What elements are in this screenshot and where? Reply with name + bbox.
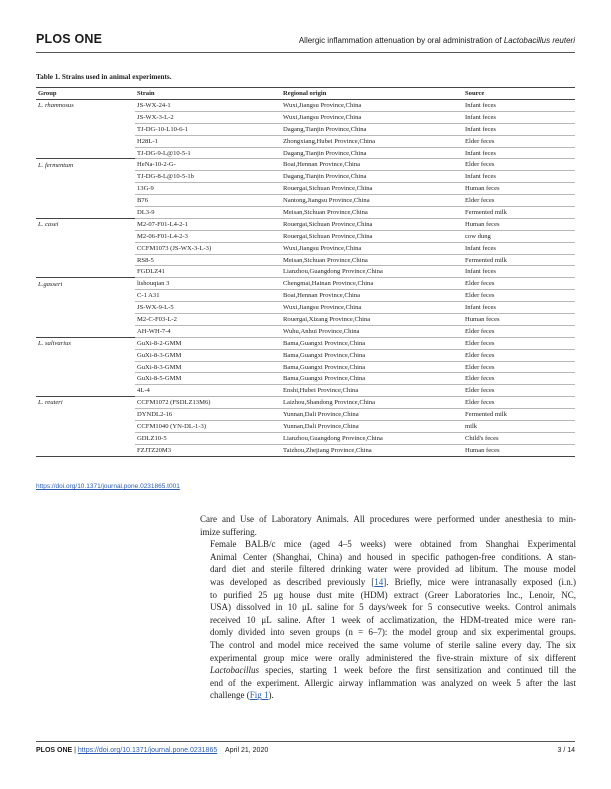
table-row xyxy=(36,337,575,349)
cell-group xyxy=(36,242,135,254)
cell-strain: RS8-5 xyxy=(135,254,281,266)
running-title-species: Lactobacillus reuteri xyxy=(503,36,575,45)
table-row xyxy=(36,278,575,290)
cell-strain: DL3-9 xyxy=(135,207,281,219)
column-header-group: Group xyxy=(36,88,135,100)
text-line: Animal Center (Shanghai, China) and housed in specific pathogen-free conditions. A stan- xyxy=(210,551,576,562)
text-line: dard diet and sterile filtered drinking water were provided ad libitum. The mouse model xyxy=(210,564,576,575)
cell-group xyxy=(36,314,135,326)
cell-strain: C-1 A31 xyxy=(135,290,281,302)
cell-group xyxy=(36,325,135,337)
cell-regional-origin: Wuxi,Jiangsu Province,China xyxy=(281,242,463,254)
cell-group xyxy=(36,183,135,195)
cell-strain: 4L-4 xyxy=(135,385,281,397)
table-row xyxy=(36,171,575,183)
cell-regional-origin: Laizhou,Shandong Province,China xyxy=(281,397,463,409)
footer-citation xyxy=(36,747,268,754)
text-line: received 10 μL saline. After 1 week of acclimatization, the HDM-treated mice were ran- xyxy=(210,614,576,625)
table-doi-link[interactable]: https://doi.org/10.1371/journal.pone.0231865.t001 xyxy=(36,483,180,490)
cell-group xyxy=(36,135,135,147)
text-line: The control and model mice received the same volume of sterile saline every day. The six xyxy=(210,639,576,650)
table-row xyxy=(36,349,575,361)
table-row xyxy=(36,373,575,385)
footer-doi-link[interactable]: https://doi.org/10.1371/journal.pone.0231865 xyxy=(77,747,218,754)
cell-regional-origin: Lianzhou,Guangdong Province,China xyxy=(281,266,463,278)
table-row xyxy=(36,242,575,254)
cell-source: cow dung xyxy=(463,230,575,242)
table-row xyxy=(36,230,575,242)
cell-group xyxy=(36,361,135,373)
cell-regional-origin: Dagang,Tianjin Province,China xyxy=(281,171,463,183)
cell-strain: HeNa-10-2-G- xyxy=(135,159,281,171)
text-line xyxy=(200,664,576,677)
cell-source: Child's feces xyxy=(463,432,575,444)
cell-strain: 13G-9 xyxy=(135,183,281,195)
cell-source: Elder feces xyxy=(463,159,575,171)
cell-source: Fermented milk xyxy=(463,409,575,421)
cell-source: Infant feces xyxy=(463,123,575,135)
species-name: Lactobacillus xyxy=(210,665,259,676)
cell-source: Human feces xyxy=(463,444,575,456)
text-line: Female BALB/c mice (aged 4–5 weeks) were obtained from Shanghai Experimental xyxy=(210,539,576,550)
table-row xyxy=(36,432,575,444)
cell-group xyxy=(36,373,135,385)
cell-strain: B76 xyxy=(135,195,281,207)
cell-strain: CCFM1073 (JS-WX-3-L-3) xyxy=(135,242,281,254)
text-line xyxy=(200,576,576,589)
cell-group xyxy=(36,171,135,183)
cell-strain: GuXi-8-5-GMM xyxy=(135,373,281,385)
cell-group xyxy=(36,147,135,159)
running-title-prefix: Allergic inflammation attenuation by oral administration of xyxy=(298,36,504,45)
strains-table-body xyxy=(36,100,575,457)
cell-regional-origin: Yunnan,Dali Province,China xyxy=(281,409,463,421)
cell-source: Elder feces xyxy=(463,325,575,337)
cell-source: Infant feces xyxy=(463,171,575,183)
cell-group xyxy=(36,254,135,266)
cell-strain: DYNDL2-16 xyxy=(135,409,281,421)
cell-strain: CCFM1072 (FSDLZ13M6) xyxy=(135,397,281,409)
cell-group xyxy=(36,349,135,361)
cell-group xyxy=(36,207,135,219)
cell-source: Elder feces xyxy=(463,278,575,290)
cell-source: Elder feces xyxy=(463,373,575,385)
cell-group: L. salivarius xyxy=(36,337,135,349)
table-row xyxy=(36,159,575,171)
cell-group xyxy=(36,195,135,207)
table-row xyxy=(36,111,575,123)
text-fragment: species, starting 1 week before the first sensitization and continued till the xyxy=(259,665,576,676)
cell-group xyxy=(36,432,135,444)
cell-strain: CCFM1040 (YN-DL-1-3) xyxy=(135,421,281,433)
table-row xyxy=(36,325,575,337)
cell-source: Infant feces xyxy=(463,266,575,278)
cell-source: Infant feces xyxy=(463,302,575,314)
cell-group: L. casei xyxy=(36,218,135,230)
table-row xyxy=(36,147,575,159)
running-title xyxy=(299,36,575,45)
cell-regional-origin: Rouergai,Sichuan Province,China xyxy=(281,218,463,230)
table-row xyxy=(36,421,575,433)
footer-divider xyxy=(36,741,575,742)
table-row xyxy=(36,100,575,112)
cell-regional-origin: Bama,Guangxi Province,China xyxy=(281,373,463,385)
table-row xyxy=(36,183,575,195)
cell-regional-origin: Boai,Hennan Province,China xyxy=(281,290,463,302)
cell-regional-origin: Chengmai,Hainan Province,China xyxy=(281,278,463,290)
text-line: domly divided into seven groups (n = 6–7): the model group and six experimental groups. xyxy=(210,627,576,638)
cell-regional-origin: Rouergai,Sichuan Province,China xyxy=(281,183,463,195)
cell-strain: JS-WX-24-1 xyxy=(135,100,281,112)
table-row xyxy=(36,302,575,314)
table-row xyxy=(36,409,575,421)
cell-source: Elder feces xyxy=(463,135,575,147)
cell-source: Human feces xyxy=(463,218,575,230)
cell-source: Elder feces xyxy=(463,337,575,349)
cell-group xyxy=(36,290,135,302)
cell-source: Infant feces xyxy=(463,147,575,159)
page-number: 3 / 14 xyxy=(557,747,575,754)
cell-group xyxy=(36,421,135,433)
table-row xyxy=(36,254,575,266)
cell-strain: GuXi-8-3-GMM xyxy=(135,361,281,373)
table-row xyxy=(36,218,575,230)
text-line: experimental group mice were orally administered the five-strain mixture of six different xyxy=(210,652,576,663)
cell-strain: M2-C-F03-L-2 xyxy=(135,314,281,326)
cell-strain: GDLZ10-5 xyxy=(135,432,281,444)
footer-date: April 21, 2020 xyxy=(225,747,269,754)
column-header-regional-origin: Regional origin xyxy=(281,88,463,100)
cell-strain: M2-07-F01-L4-2-1 xyxy=(135,218,281,230)
cell-strain: FGDLZ41 xyxy=(135,266,281,278)
cell-source: Human feces xyxy=(463,183,575,195)
table-row xyxy=(36,361,575,373)
cell-source: Elder feces xyxy=(463,195,575,207)
cell-regional-origin: Bama,Guangxi Province,China xyxy=(281,337,463,349)
footer-gap xyxy=(217,747,225,754)
cell-source: Human feces xyxy=(463,314,575,326)
cell-regional-origin: Yunnan,Dali Province,China xyxy=(281,421,463,433)
cell-regional-origin: Wuxi,Jiangsu Province,China xyxy=(281,111,463,123)
cell-strain: H28L-1 xyxy=(135,135,281,147)
cell-source: Elder feces xyxy=(463,361,575,373)
cell-strain: TJ-DG-8-L@10-5-1b xyxy=(135,171,281,183)
column-header-source: Source xyxy=(463,88,575,100)
cell-strain: FZJTZ20M3 xyxy=(135,444,281,456)
figure-link-fig-1[interactable]: Fig 1 xyxy=(249,690,269,701)
cell-source: Fermented milk xyxy=(463,207,575,219)
cell-source: Elder feces xyxy=(463,385,575,397)
cell-group: L.gasseri xyxy=(36,278,135,290)
cell-source: Elder feces xyxy=(463,290,575,302)
cell-source: Infant feces xyxy=(463,242,575,254)
text-fragment: was developed as described previously [ xyxy=(210,576,375,587)
table-row xyxy=(36,385,575,397)
text-fragment: ]. Briefly, mice were intranasally exposed (i.n.) xyxy=(383,576,576,587)
footer-separator: | xyxy=(72,747,78,754)
paragraph-1 xyxy=(200,513,576,538)
cell-strain: JS-WX-9-L-5 xyxy=(135,302,281,314)
cell-regional-origin: Wuxi,Jiangsu Province,China xyxy=(281,100,463,112)
cell-strain: M2-06-F01-L4-2-3 xyxy=(135,230,281,242)
cell-regional-origin: Enshi,Hubei Province,China xyxy=(281,385,463,397)
cell-regional-origin: Taizhou,Zhejiang Province,China xyxy=(281,444,463,456)
text-line: USA) dissolved in 10 μL saline for 5 days/week for 5 consecutive weeks. Control animals xyxy=(210,602,576,613)
cell-source: Elder feces xyxy=(463,349,575,361)
cell-regional-origin: Nantong,Jiangsu Province,China xyxy=(281,195,463,207)
cell-source: Elder feces xyxy=(463,397,575,409)
cell-group: L. rhamnosus xyxy=(38,102,74,110)
text-line: to purified 25 μg house dust mite (HDM) extract (Greer Laboratories Inc., Lenoir, NC, xyxy=(210,589,576,600)
cell-group xyxy=(36,444,135,456)
cell-regional-origin: Lianzhou,Guangdong Province,China xyxy=(281,432,463,444)
cell-regional-origin: Dagang,Tianjin Province,China xyxy=(281,147,463,159)
text-line: end of the experiment. Allergic airway inflammation was analyzed on week 5 after the last xyxy=(210,677,576,688)
text-fragment: challenge ( xyxy=(210,690,250,701)
cell-strain: JS-WX-3-L-2 xyxy=(135,111,281,123)
cell-group xyxy=(36,266,135,278)
cell-regional-origin: Wuxi,Jiangsu Province,China xyxy=(281,302,463,314)
table-row xyxy=(36,266,575,278)
cell-regional-origin: Dagang,Tianjin Province,China xyxy=(281,123,463,135)
cell-strain: lishouqian 3 xyxy=(135,278,281,290)
cell-group xyxy=(36,302,135,314)
column-header-strain: Strain xyxy=(135,88,281,100)
cell-regional-origin: Rouergai,Sichuan Province,China xyxy=(281,230,463,242)
cell-regional-origin: Bama,Guangxi Province,China xyxy=(281,361,463,373)
table-row xyxy=(36,135,575,147)
cell-regional-origin: Wuhu,Anhui Province,China xyxy=(281,325,463,337)
text-line: Care and Use of Laboratory Animals. All procedures were performed under anesthesia to min- xyxy=(200,514,576,524)
cell-regional-origin: Rouergai,Xizang Province,China xyxy=(281,314,463,326)
table-row xyxy=(36,290,575,302)
footer-journal: PLOS ONE xyxy=(36,747,73,754)
cell-regional-origin: Bama,Guangxi Province,China xyxy=(281,349,463,361)
table-header-row xyxy=(36,88,575,100)
cell-group xyxy=(36,111,135,123)
cell-regional-origin: Meisan,Sichuan Province,China xyxy=(281,207,463,219)
cell-regional-origin: Boai,Hennan Province,China xyxy=(281,159,463,171)
header-divider xyxy=(36,52,575,53)
cell-strain: GuXi-8-3-GMM xyxy=(135,349,281,361)
cell-regional-origin: Meisan,Sichuan Province,China xyxy=(281,254,463,266)
text-line: imize suffering. xyxy=(200,526,257,537)
table-row xyxy=(36,444,575,456)
cell-group xyxy=(36,230,135,242)
paragraph-2 xyxy=(200,538,576,702)
cell-group xyxy=(36,123,135,135)
cell-regional-origin: Zhongxiang,Hubei Province,China xyxy=(281,135,463,147)
article-body xyxy=(200,513,576,702)
text-fragment: ). xyxy=(268,690,274,701)
cell-strain: GuXi-8-2-GMM xyxy=(135,337,281,349)
table-row xyxy=(36,207,575,219)
table-row xyxy=(36,314,575,326)
text-line xyxy=(200,689,576,702)
strains-table xyxy=(36,87,575,457)
cell-strain: TJ-DG-9-L@10-5-1 xyxy=(135,147,281,159)
cell-source: Infant feces xyxy=(463,100,575,112)
cell-group xyxy=(36,409,135,421)
table-row xyxy=(36,397,575,409)
table-caption: Table 1. Strains used in animal experiments. xyxy=(36,73,172,81)
cell-group: L. fermentum xyxy=(36,159,135,171)
cell-group: L. reuteri xyxy=(36,397,135,409)
cell-strain: AH-WH-7-4 xyxy=(135,325,281,337)
cell-source: milk xyxy=(463,421,575,433)
table-row xyxy=(36,195,575,207)
table-row xyxy=(36,123,575,135)
cell-source: Fermented milk xyxy=(463,254,575,266)
cell-source: Infant feces xyxy=(463,111,575,123)
reference-link-14[interactable]: 14 xyxy=(374,576,384,587)
journal-logo: PLOS ONE xyxy=(36,32,103,46)
cell-group xyxy=(36,385,135,397)
cell-strain: TJ-DG-10-L10-6-1 xyxy=(135,123,281,135)
